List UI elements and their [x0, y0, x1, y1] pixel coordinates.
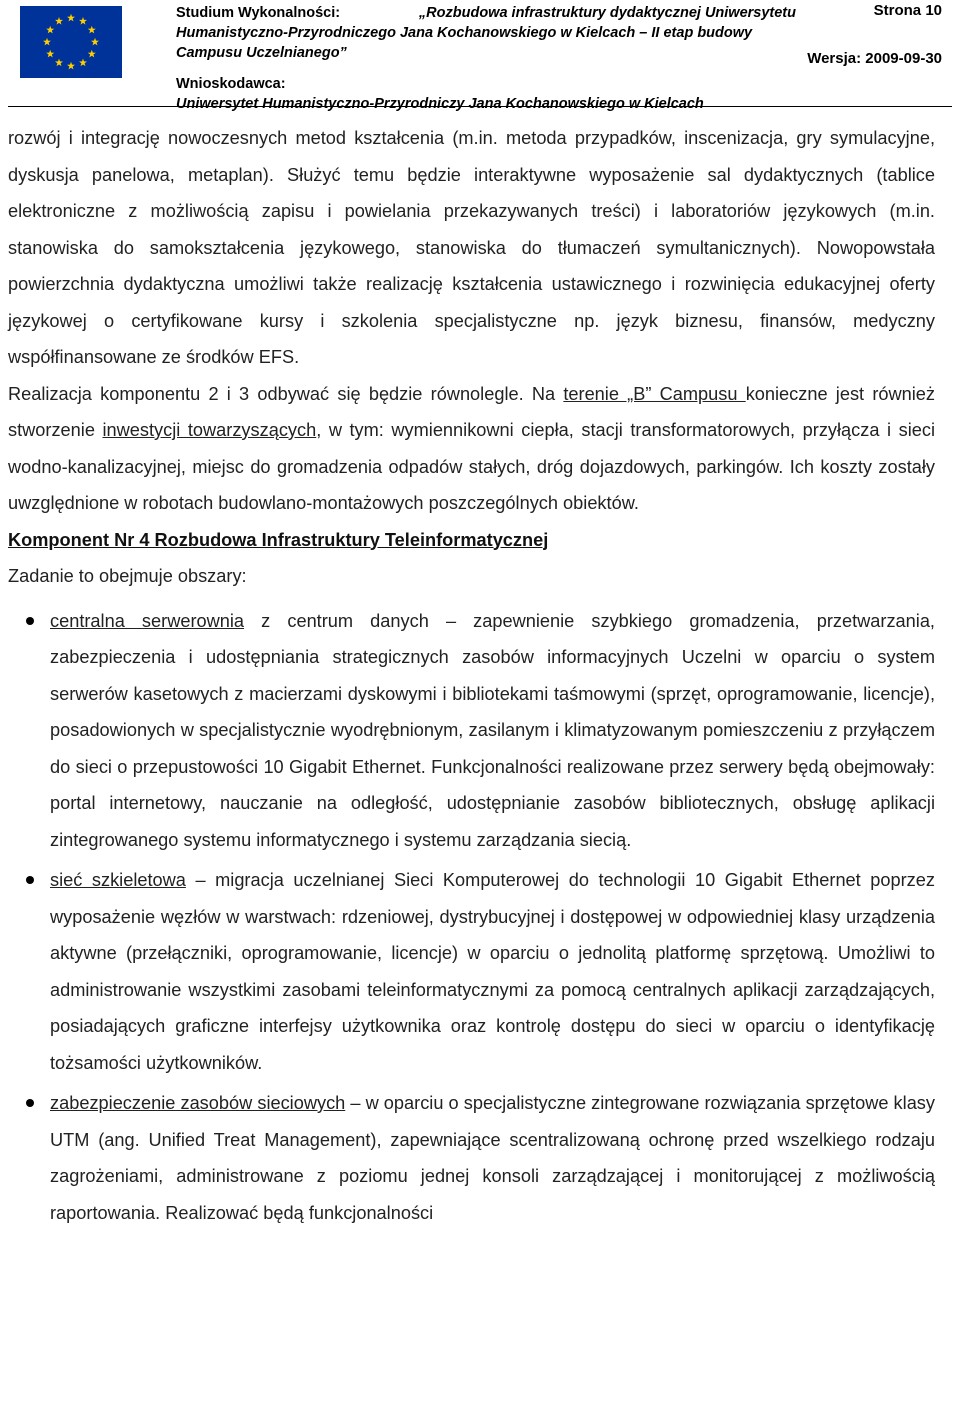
- paragraph-2-part-b: konieczne jest również stworzenie: [8, 383, 935, 440]
- header-study-title: „Rozbudowa infrastruktury dydaktycznej Uniwersytetu: [418, 5, 796, 21]
- paragraph-2-part-c: , w tym: wymiennikowni ciepła, stacji transformatorowych, przyłącza i sieci wodno-kanalizacyjnej, miejsc do gromadzenia odpadów stałych, dróg dojazdowych, parkingów. Ich koszty zostały uwzględnione w robotach budowlano-montażowych poszczególnych obiektów.: [8, 420, 935, 513]
- header-line-1: [176, 3, 796, 23]
- document-version: Wersja: 2009-09-30: [807, 50, 942, 67]
- page-header: [0, 0, 960, 110]
- scope-list: [8, 603, 935, 1232]
- campus-b-term: terenie „B” Campusu: [563, 383, 746, 404]
- eu-flag-logo: [20, 6, 122, 78]
- header-study-label: Studium Wykonalności:: [176, 5, 341, 21]
- list-item: [8, 862, 935, 1081]
- header-line-3: Campusu Uczelnianego”: [176, 45, 347, 61]
- accompanying-investments-term: inwestycji towarzyszących: [102, 420, 317, 440]
- paragraph-1: rozwój i integrację nowoczesnych metod kształcenia (m.in. metoda przypadków, inscenizacja, gry symulacyjne, dyskusja panelowa, metaplan). Służyć temu będzie interaktywne wyposażenie sal dydaktycznych (tablice elektroniczne z możliwością zapisu i powielania przekazywanych treści) i laboratoriów językowych (m.in. stanowiska do samokształcenia językowego, stanowiska do tłumaczeń symultanicznych). Nowopowstała powierzchnia dydaktyczna umożliwi także realizację kształcenia ustawicznego i rozwinięcia edukacyjnej oferty językowej o certyfikowane kursy i szkolenia specjalistyczne np. język biznesu, finansów, medyczny współfinansowane ze środków EFS.: [8, 128, 935, 367]
- list-item-term: sieć szkieletowa: [50, 870, 186, 890]
- bullet-icon: [26, 876, 34, 884]
- list-item-text: – w oparciu o specjalistyczne zintegrowane rozwiązania sprzętowe klasy UTM (ang. Unified Treat Management), zapewniające scentralizowaną ochronę przed wszelkiego rodzaju zagrożeniami, administrowane z poziomu jednej konsoli zarządzającej i monitorującej z możliwością raportowania. Realizować będą funkcjonalności: [50, 1093, 935, 1223]
- header-applicant-label: Wnioskodawca:: [176, 76, 286, 92]
- list-item-term: zabezpieczenie zasobów sieciowych: [50, 1093, 346, 1113]
- document-body: [8, 120, 935, 1231]
- section-intro: Zadanie to obejmuje obszary:: [8, 566, 247, 586]
- page-number: Strona 10: [873, 2, 942, 19]
- bullet-icon: [26, 617, 34, 625]
- eu-stars-icon: [20, 6, 122, 78]
- list-item-text: z centrum danych – zapewnienie szybkiego gromadzenia, przetwarzania, zabezpieczenia i udostępniania strategicznych zasobów informacyjnych Uczelni w oparciu o system serwerów kasetowych z macierzami dyskowymi i bibliotekami taśmowymi (sprzęt, oprogramowanie, licencje), posadowionych w specjalistycznie wyodrębnionym, zasilanym i klimatyzowanym pomieszczeniu z przyłączem do sieci o przepustowości 10 Gigabit Ethernet. Funkcjonalności realizowane przez serwery będą obejmowały: portal internetowy, nauczanie na odległość, udostępnianie zasobów bibliotecznych, obsługę aplikacji zintegrowanego systemu informatycznego i systemu zarządzania siecią.: [50, 610, 935, 850]
- list-item-term: centralna serwerownia: [50, 610, 245, 631]
- header-line-2: Humanistyczno-Przyrodniczego Jana Kochanowskiego w Kielcach – II etap budowy: [176, 25, 753, 41]
- list-item-text: – migracja uczelnianej Sieci Komputerowej do technologii 10 Gigabit Ethernet poprzez wyposażenie węzłów w warstwach: rdzeniowej, dystrybucyjnej i dostępowej w odpowiedniej klasy urządzenia aktywne (przełączniki, oprogramowanie, licencje) w oparciu o jednolitą platformę sprzętową. Umożliwi to administrowanie wszystkimi zasobami teleinformatycznymi za pomocą centralnych aplikacji zarządzających, posiadających graficzne interfejsy użytkownika oraz kontrolę dostępu do sieci w oparciu o identyfikację tożsamości użytkowników.: [50, 870, 935, 1073]
- section-title: Komponent Nr 4 Rozbudowa Infrastruktury Teleinformatycznej: [8, 529, 549, 550]
- list-item: [8, 1085, 935, 1231]
- list-item: [8, 603, 935, 859]
- paragraph-2-part-a: Realizacja komponentu 2 i 3 odbywać się będzie równolegle. Na: [8, 383, 564, 404]
- header-applicant-value: Uniwersytet Humanistyczno-Przyrodniczy Jana Kochanowskiego w Kielcach: [176, 96, 704, 112]
- header-divider: [8, 106, 952, 107]
- header-text: [176, 3, 796, 114]
- bullet-icon: [26, 1099, 34, 1107]
- paragraph-2: [8, 376, 935, 522]
